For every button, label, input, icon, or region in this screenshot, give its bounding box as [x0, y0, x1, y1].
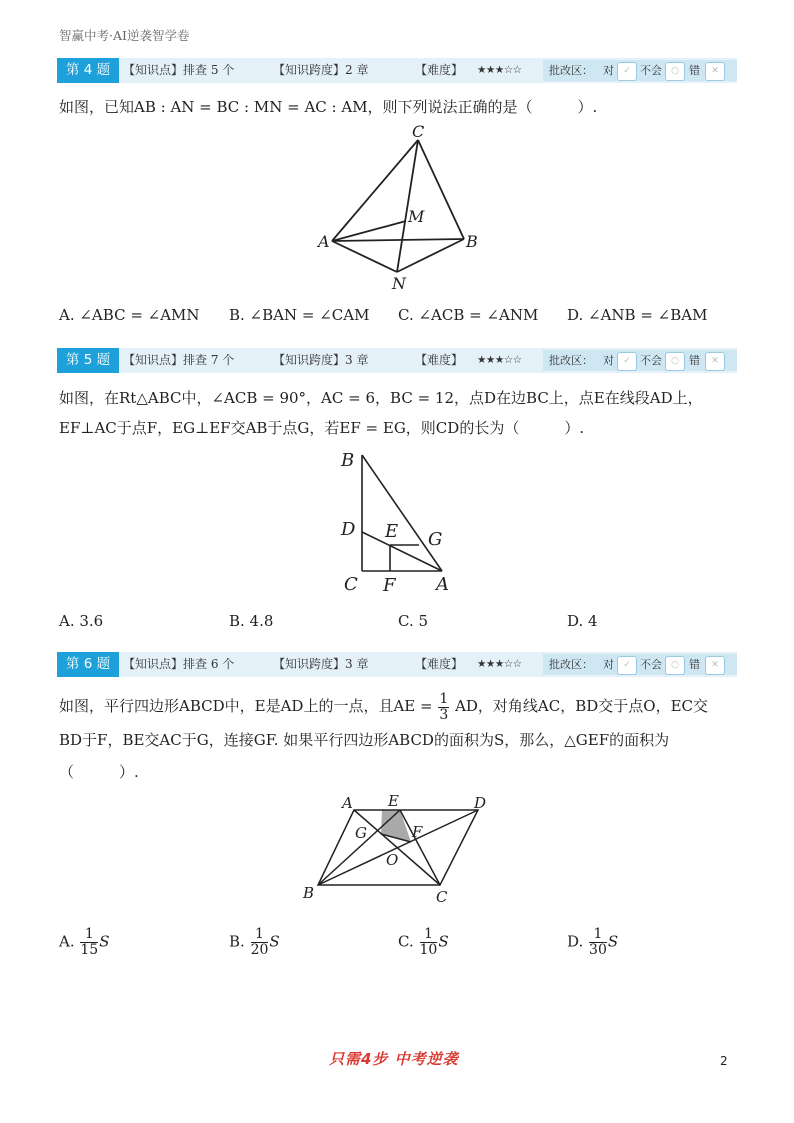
option-variable: S: [607, 932, 619, 951]
grade-wrong-checkbox[interactable]: ✕: [705, 352, 725, 371]
grade-wrong-checkbox[interactable]: ✕: [705, 62, 725, 81]
question-5-stars: ★★★☆☆: [477, 354, 522, 366]
question-4-stars: ★★★☆☆: [477, 64, 522, 76]
question-4-difficulty-label: 【难度】: [415, 63, 464, 77]
q6-label-c: C: [436, 888, 448, 906]
q6-label-e: E: [388, 792, 399, 810]
q6-label-g: G: [355, 824, 367, 842]
frac-num: 1: [589, 927, 607, 943]
question-6-stem-line2: BD于F，BE交AC于G，连接GF. 如果平行四边形ABCD的面积为S，那么，△GEF的面积为: [59, 731, 670, 749]
q5-label-a: A: [436, 574, 449, 595]
frac-num: 1: [251, 927, 269, 943]
frac-den: 10: [419, 942, 438, 958]
grade-area-label: 批改区：: [549, 64, 593, 77]
frac-den: 20: [250, 942, 269, 958]
question-6-stars: ★★★☆☆: [477, 658, 522, 670]
q6-label-d: D: [474, 794, 487, 812]
frac-den: 30: [589, 942, 607, 958]
q5-label-g: G: [428, 529, 443, 550]
q4-label-b: B: [466, 232, 478, 251]
grade-area-label: 批改区：: [549, 354, 593, 367]
question-5-span: 【知识跨度】3 章: [273, 353, 369, 367]
grade-right-label: 对: [603, 64, 614, 77]
q6-label-b: B: [303, 884, 315, 902]
grade-wrong-label: 错: [689, 658, 700, 671]
question-6-option-b[interactable]: [229, 927, 280, 958]
q5-label-e: E: [385, 521, 399, 542]
grade-unknown-checkbox[interactable]: ○: [665, 62, 685, 81]
grade-area-label: 批改区：: [549, 658, 593, 671]
option-variable: S: [438, 932, 449, 951]
question-6-stem-line3: （ ）.: [59, 763, 139, 781]
question-5-stem-line1: 如图，在Rt△ABC中，∠ACB = 90°，AC = 6，BC = 12，点D在边BC上，点E在线段AD上，: [59, 389, 703, 407]
question-5-option-d[interactable]: D. 4: [567, 612, 598, 630]
option-fraction: [420, 927, 438, 958]
stem-frac-denominator: 3: [439, 706, 449, 723]
grade-unknown-checkbox[interactable]: ○: [665, 656, 685, 675]
stem-frac-numerator: 1: [439, 690, 449, 707]
question-4-knowledge: 【知识点】排查 5 个: [123, 63, 235, 77]
question-4-option-d[interactable]: D. ∠ANB = ∠BAM: [567, 306, 708, 324]
grade-right-label: 对: [603, 658, 614, 671]
q5-label-b: B: [341, 450, 355, 471]
q5-label-d: D: [341, 519, 356, 540]
option-letter: B.: [229, 932, 245, 951]
question-5-option-a[interactable]: A. 3.6: [59, 612, 104, 630]
question-4-option-b[interactable]: B. ∠BAN = ∠CAM: [229, 306, 370, 324]
q4-label-n: N: [392, 274, 406, 293]
question-5-difficulty-label: 【难度】: [415, 353, 464, 367]
frac-den: 15: [80, 942, 99, 958]
question-6-option-c[interactable]: [398, 927, 449, 958]
option-fraction: [589, 927, 607, 958]
option-variable: S: [269, 932, 280, 951]
grade-unknown-label: 不会: [640, 354, 662, 367]
grade-wrong-label: 错: [689, 354, 700, 367]
question-4-stem: 如图，已知AB : AN = BC : MN = AC : AM，则下列说法正确的是（ ）.: [59, 98, 598, 116]
question-5-number: 第 5 题: [57, 348, 119, 373]
question-5-option-b[interactable]: B. 4.8: [229, 612, 274, 630]
grade-wrong-label: 错: [689, 64, 700, 77]
question-6-option-d[interactable]: [567, 927, 618, 958]
option-variable: S: [99, 932, 110, 951]
grade-right-checkbox[interactable]: ✓: [617, 62, 637, 81]
footer-logo: 只需4步 中考逆袭: [329, 1050, 459, 1068]
question-6-number: 第 6 题: [57, 652, 119, 677]
option-letter: C.: [398, 932, 414, 951]
question-5-knowledge: 【知识点】排查 7 个: [123, 353, 235, 367]
q4-label-c: C: [412, 122, 425, 141]
question-6-option-a[interactable]: [59, 927, 110, 958]
q6-label-o: O: [386, 851, 399, 869]
grade-right-label: 对: [603, 354, 614, 367]
question-4-span: 【知识跨度】2 章: [273, 63, 369, 77]
frac-num: 1: [420, 927, 438, 943]
question-5-stem-line2: EF⊥AC于点F，EG⊥EF交AB于点G，若EF = EG，则CD的长为（ ）.: [59, 419, 585, 437]
q4-label-m: M: [408, 207, 425, 226]
grade-wrong-checkbox[interactable]: ✕: [705, 656, 725, 675]
option-fraction: [80, 927, 98, 958]
page-header-title: 智赢中考·AI逆袭智学卷: [59, 28, 190, 43]
grade-unknown-label: 不会: [640, 658, 662, 671]
question-4-option-c[interactable]: C. ∠ACB = ∠ANM: [398, 306, 539, 324]
option-letter: D.: [567, 932, 584, 951]
question-6-difficulty-label: 【难度】: [415, 657, 464, 671]
grade-right-checkbox[interactable]: ✓: [617, 352, 637, 371]
question-4-number: 第 4 题: [57, 58, 119, 83]
q6-label-a: A: [342, 794, 353, 812]
question-5-option-c[interactable]: C. 5: [398, 612, 429, 630]
frac-num: 1: [80, 927, 98, 943]
q5-label-c: C: [344, 574, 358, 595]
option-letter: A.: [59, 932, 75, 951]
grade-unknown-checkbox[interactable]: ○: [665, 352, 685, 371]
question-4-option-a[interactable]: A. ∠ABC = ∠AMN: [59, 306, 200, 324]
grade-right-checkbox[interactable]: ✓: [617, 656, 637, 675]
q4-label-a: A: [318, 232, 330, 251]
page-number: 2: [720, 1054, 728, 1068]
option-fraction: [251, 927, 269, 958]
q5-label-f: F: [383, 575, 396, 596]
question-6-span: 【知识跨度】3 章: [273, 657, 369, 671]
grade-unknown-label: 不会: [640, 64, 662, 77]
question-6-stem-part2: AD，对角线AC，BD交于点O，EC交: [455, 697, 709, 715]
question-6-stem-part1: 如图，平行四边形ABCD中，E是AD上的一点，且AE =: [59, 697, 433, 715]
q6-label-f: F: [412, 823, 423, 841]
question-6-knowledge: 【知识点】排查 6 个: [123, 657, 235, 671]
